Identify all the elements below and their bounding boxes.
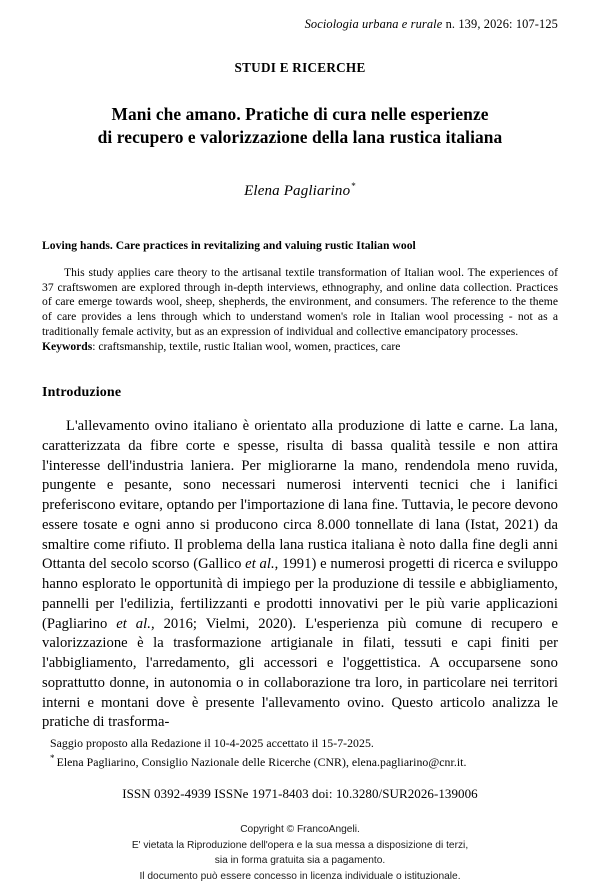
author-footnote-marker: * bbox=[351, 181, 356, 192]
english-title: Loving hands. Care practices in revitalizing and valuing rustic Italian wool bbox=[42, 239, 416, 253]
author-name: Elena Pagliarino bbox=[244, 183, 351, 200]
article-title-line-1: Mani che amano. Pratiche di cura nelle esperienze bbox=[111, 103, 489, 124]
issn-doi-line: ISSN 0392-4939 ISSNe 1971-8403 doi: 10.3280/SUR2026-139006 bbox=[122, 786, 478, 801]
journal-issue-info: n. 139, 2026: 107-125 bbox=[442, 17, 558, 31]
journal-title: Sociologia urbana e rurale bbox=[304, 17, 443, 31]
section-heading-introduzione: Introduzione bbox=[42, 384, 122, 400]
citation-et-al-2: et al. bbox=[116, 615, 151, 632]
footnote-marker: * bbox=[50, 752, 55, 763]
copyright-line-1: Copyright © FrancoAngeli. bbox=[240, 824, 360, 835]
running-head bbox=[42, 0, 558, 32]
keywords-value: craftsmanship, textile, rustic Italian wool, women, practices, care bbox=[98, 340, 401, 354]
body-text-part-1: L'allevamento ovino italiano è orientato alla produzione di latte e carne. La lana, caratterizzata da fibre corte e spesse, risulta di bassa qualità tessile e non attira l'interesse dell'industria laniera. Per migliorarne la mano, rendendola meno ruvida, pungente e pesante, sono necessari numerosi interventi tecnici che i lanifici preferiscono evitare, optando per l'importazione di lana fine. Tuttavia, le pecore devono essere tosate e ogni anno si producono circa 8.000 tonnellate di lana (Istat, 2021) da smaltire come rifiuto. Il problema della lana rustica italiana è noto dalla fine degli anni Ottanta del secolo scorso (Gallico bbox=[42, 417, 558, 573]
keywords-line bbox=[42, 340, 558, 355]
article-title-line-2: di recupero e valorizzazione della lana rustica italiana bbox=[97, 127, 503, 148]
article-title bbox=[42, 103, 558, 149]
author-byline bbox=[42, 181, 558, 200]
copyright-line-3: sia in forma gratuita sia a pagamento. bbox=[214, 855, 386, 866]
footnote-affiliation bbox=[42, 752, 558, 771]
keywords-separator: : bbox=[92, 340, 99, 354]
footnote-block bbox=[42, 736, 558, 771]
footnote-submission-dates: Saggio proposto alla Redazione il 10-4-2025 accettato il 15-7-2025. bbox=[50, 736, 374, 750]
keywords-label: Keywords bbox=[42, 340, 93, 354]
copyright-line-4: Il documento può essere concesso in licenza individuale o istituzionale. bbox=[139, 870, 461, 882]
body-text-part-2: , 1991) e numerosi progetti di ricerca e sviluppo hanno esplorato le opportunità di impiego per la produzione di tessile e abbigliamento, pannelli per l'edilizia, fertilizzanti e prodotti innovativi per le più varie applicazioni (Pagliarino bbox=[42, 556, 559, 632]
body-paragraph bbox=[42, 417, 558, 733]
copyright-line-2: E' vietata la Riproduzione dell'opera e la sua messa a disposizione di terzi, bbox=[131, 839, 469, 851]
abstract-text: This study applies care theory to the artisanal textile transformation of Italian wool. The experiences of 37 craftswomen are explored through in-depth interviews, ethnography, and online data collection. Practices of care emerge towards wool, sheep, shepherds, the environment, and consumers. The reference to the theme of care provides a lens through which to understand women's role in Italian wool processing - not as a traditionally female activity, but as an expression of individual and collective emancipatory processes. bbox=[42, 265, 558, 339]
copyright-notice bbox=[0, 822, 600, 884]
section-label: STUDI E RICERCHE bbox=[234, 59, 366, 75]
footnote-affiliation-text: Elena Pagliarino, Consiglio Nazionale delle Ricerche (CNR), elena.pagliarino@cnr.it. bbox=[56, 754, 467, 769]
body-text-part-3: , 2016; Vielmi, 2020). L'esperienza più comune di recupero e valorizzazione è la trasformazione artigianale in filati, tessuti e capi finiti per l'abbigliamento, l'arredamento, gli accessori e l'oggettistica. A occuparsene sono soprattutto donne, in autonomia o in collaborazione tra loro, in particolare nei territori interni e montani dove è presente l'allevamento ovino. Questo articolo analizza le pratiche di trasforma- bbox=[42, 615, 558, 731]
citation-et-al-1: et al. bbox=[245, 556, 275, 573]
